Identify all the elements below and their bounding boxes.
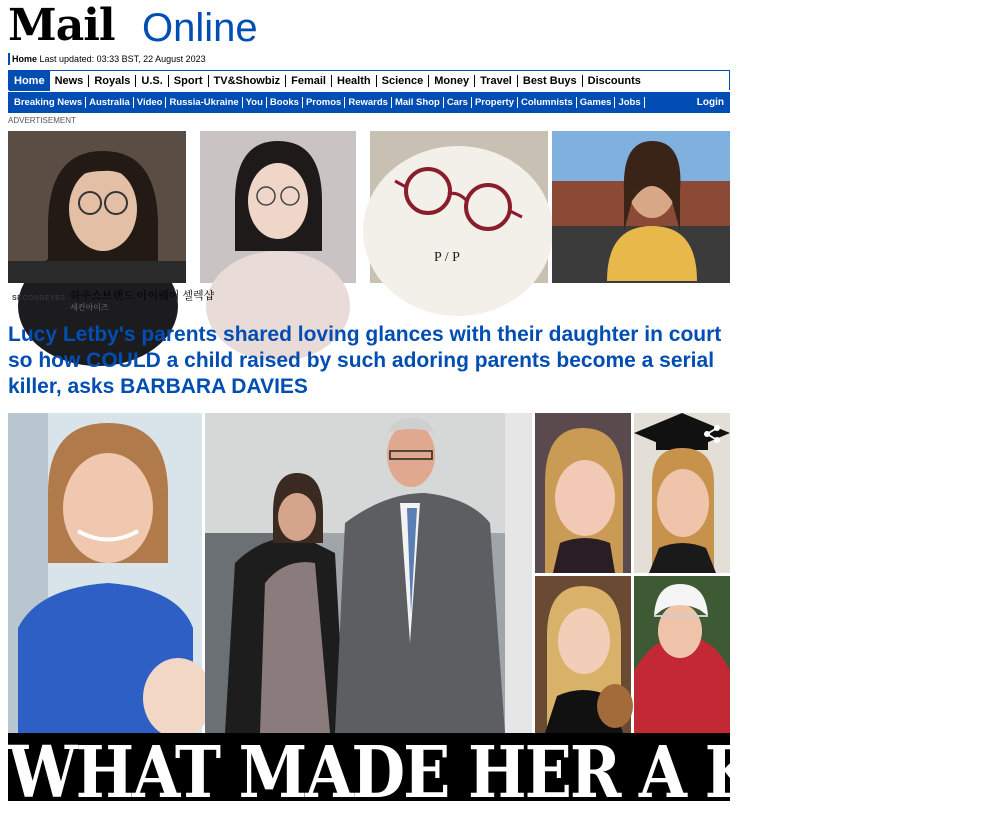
nav-item-tvshowbiz[interactable]: TV&Showbiz (209, 75, 287, 87)
subnav-russia-ukraine[interactable]: Russia-Ukraine (166, 97, 242, 108)
login-link[interactable]: Login (696, 97, 724, 108)
subnav-video[interactable]: Video (134, 97, 167, 108)
home-link[interactable]: Home (12, 54, 38, 64)
ad-brand-logo[interactable]: SECONDEYES (12, 295, 66, 302)
article-photo-nurse[interactable] (8, 413, 202, 733)
subnav-you[interactable]: You (243, 97, 267, 108)
nav-item-sport[interactable]: Sport (169, 75, 209, 87)
nav-item-discounts[interactable]: Discounts (587, 74, 641, 87)
last-updated-text: Last updated: 03:33 BST, 22 August 2023 (39, 54, 206, 64)
last-updated (8, 53, 206, 65)
secondary-nav (8, 92, 730, 113)
share-icon[interactable] (701, 423, 723, 445)
subnav-promos[interactable]: Promos (303, 97, 345, 108)
subnav-jobs[interactable]: Jobs (615, 97, 644, 108)
ad-image-1[interactable] (8, 131, 186, 283)
article-headline[interactable]: Lucy Letby's parents shared loving glances with their daughter in court so how COULD a child raised by such adoring parents become a serial killer, asks BARBARA DAVIES (8, 323, 722, 398)
nav-item-science[interactable]: Science (377, 75, 430, 87)
logo-online: Online (142, 6, 258, 50)
subnav-games[interactable]: Games (577, 97, 616, 108)
primary-nav (8, 70, 730, 90)
article-photo-graduate[interactable] (634, 413, 730, 573)
ad-image-2[interactable] (200, 131, 356, 283)
article-photo-child[interactable] (535, 413, 631, 573)
ad-subtext: 세컨아이즈 (70, 303, 109, 312)
logo-mail: Mail (8, 0, 115, 51)
subnav-rewards[interactable]: Rewards (345, 97, 392, 108)
nav-item-best-buys[interactable]: Best Buys (518, 75, 583, 87)
nav-item-news[interactable]: News (50, 75, 90, 87)
headline-banner[interactable] (8, 730, 996, 815)
ad-image-3[interactable] (370, 131, 548, 283)
nav-item-home[interactable]: Home (9, 71, 50, 91)
nav-item-femail[interactable]: Femail (286, 75, 332, 87)
subnav-australia[interactable]: Australia (86, 97, 134, 108)
masthead-logo[interactable] (8, 2, 308, 50)
subnav-books[interactable]: Books (267, 97, 303, 108)
subnav-property[interactable]: Property (472, 97, 518, 108)
nav-item-travel[interactable]: Travel (475, 75, 518, 87)
nav-item-health[interactable]: Health (332, 75, 377, 87)
ad-text[interactable]: 하우스브랜드 아이웨어 셀렉샵 (70, 290, 215, 302)
subnav-mail-shop[interactable]: Mail Shop (392, 97, 444, 108)
ad-label: ADVERTISEMENT (8, 116, 76, 125)
nav-item-us[interactable]: U.S. (136, 75, 168, 87)
article-photo-climber[interactable] (634, 576, 730, 733)
ad-image-4[interactable] (552, 131, 730, 283)
article-photo-teen[interactable] (535, 576, 631, 733)
subnav-breaking-news[interactable]: Breaking News (11, 97, 86, 108)
nav-item-money[interactable]: Money (429, 75, 475, 87)
article-photo-parents[interactable] (205, 413, 532, 733)
glasses-tag: P / P (434, 250, 460, 265)
subnav-cars[interactable]: Cars (444, 97, 472, 108)
nav-item-royals[interactable]: Royals (89, 75, 136, 87)
subnav-columnists[interactable]: Columnists (518, 97, 577, 108)
banner-text: WHAT MADE HER A KILLER? (8, 730, 996, 815)
